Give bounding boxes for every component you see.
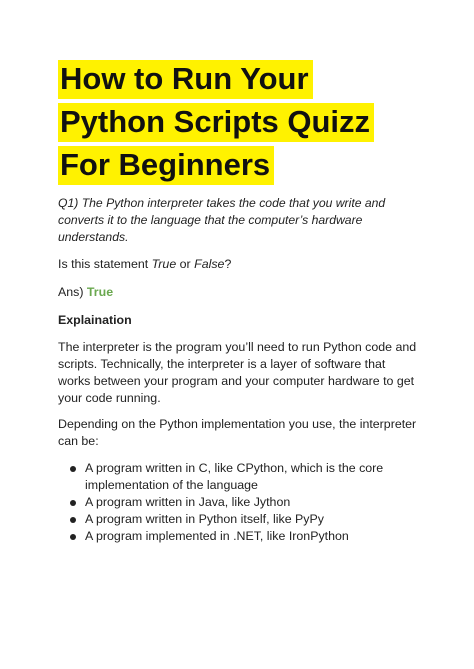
list-item-text: A program implemented in .NET, like IronPython [85,529,349,543]
explanation-heading: Explaination [58,313,132,327]
list-item-text: A program written in Python itself, like PyPy [85,512,324,526]
implementation-list [58,460,420,545]
prompt-after: ? [224,257,232,271]
list-item-text: A program written in Java, like Jython [85,495,291,509]
option-true: True [151,257,177,271]
list-item [58,511,420,528]
page-title [58,57,418,186]
bullet-icon [70,517,76,523]
list-item-text: A program written in C, like CPython, which is the core implementation of the language [85,461,384,492]
title-highlight: How to Run Your Python Scripts Quizz For Beginners [58,60,374,185]
list-item [58,460,420,494]
list-item [58,494,420,511]
prompt-or: or [176,257,195,271]
true-false-prompt [58,256,418,273]
answer-line [58,284,418,301]
bullet-icon [70,500,76,506]
bullet-icon [70,534,76,540]
answer-label: Ans) [58,285,87,299]
bullet-icon [70,466,76,472]
question-text: Q1) The Python interpreter takes the code that you write and converts it to the language that the computer’s hardware understands. [58,196,386,244]
option-false: False [194,257,225,271]
list-item [58,528,420,545]
explanation-paragraph-2: Depending on the Python implementation you use, the interpreter can be: [58,417,417,448]
answer-value: True [86,285,114,299]
prompt-before: Is this statement [58,257,152,271]
explanation-paragraph-1: The interpreter is the program you’ll need to run Python code and scripts. Technically, the interpreter is a layer of software that works between your program and your computer hardware to get your code running. [58,340,417,405]
